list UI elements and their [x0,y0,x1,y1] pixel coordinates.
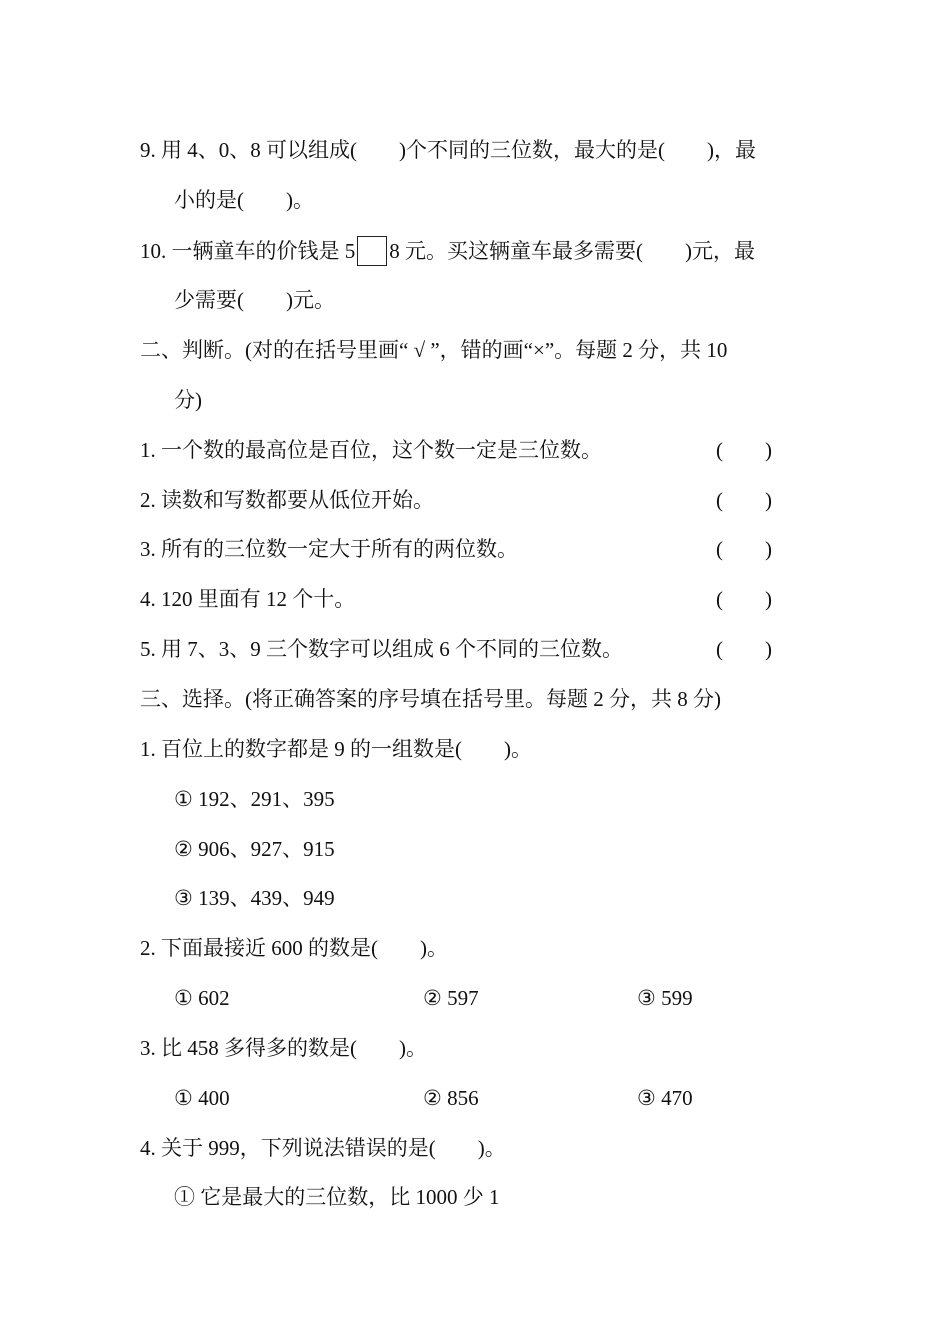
judge-item-paren: ( ) [716,587,772,611]
blank-digit-box [357,236,387,266]
judge-item-text: 5. 用 7、3、9 三个数字可以组成 6 个不同的三位数。 [140,637,623,661]
section3-heading: 三、选择。(将正确答案的序号填在括号里。每题 2 分，共 8 分) [140,687,721,711]
judge-item-text: 2. 读数和写数都要从低位开始。 [140,488,434,512]
choice-q1-option-2: ② 906、927、915 [174,837,335,861]
choice-q3-options [174,1084,774,1112]
choice-q2-option-1: ① 602 [174,986,230,1010]
choice-q3-stem: 3. 比 458 多得多的数是( )。 [140,1036,427,1060]
choice-q4-option-1: ① 它是最大的三位数，比 1000 少 1 [174,1185,500,1209]
choice-q4-stem: 4. 关于 999，下列说法错误的是( )。 [140,1136,506,1160]
choice-q2-options [174,984,774,1012]
q9-line1: 9. 用 4、0、8 可以组成( )个不同的三位数，最大的是( )，最 [140,138,756,162]
choice-q2-option-3: ③ 599 [637,986,693,1010]
q10-line1-after: 8 元。买这辆童车最多需要( )元，最 [389,239,755,263]
choice-q2-option-2: ② 597 [423,986,479,1010]
choice-q1-option-1: ① 192、291、395 [174,787,335,811]
q9-line2: 小的是( )。 [174,188,314,212]
choice-q1-option-3: ③ 139、439、949 [174,886,335,910]
judge-item-paren: ( ) [716,488,772,512]
choice-q3-option-1: ① 400 [174,1086,230,1110]
judge-item-text: 3. 所有的三位数一定大于所有的两位数。 [140,537,518,561]
judge-item-paren: ( ) [716,438,772,462]
choice-q1-stem: 1. 百位上的数字都是 9 的一组数是( )。 [140,737,532,761]
choice-q3-option-3: ③ 470 [637,1086,693,1110]
judge-item-paren: ( ) [716,637,772,661]
section2-heading-line2: 分) [174,388,202,412]
judge-item-4 [140,585,840,613]
judge-item-paren: ( ) [716,537,772,561]
judge-item-text: 1. 一个数的最高位是百位，这个数一定是三位数。 [140,438,602,462]
choice-q2-stem: 2. 下面最接近 600 的数是( )。 [140,936,448,960]
q10-line1-before: 10. 一辆童车的价钱是 5 [140,239,356,263]
judge-item-3 [140,535,840,563]
choice-q3-option-2: ② 856 [423,1086,479,1110]
judge-item-2 [140,486,840,514]
judge-item-5 [140,635,840,663]
section2-heading-line1: 二、判断。(对的在括号里画“ √ ”，错的画“×”。每题 2 分，共 10 [140,338,728,362]
q10-line2: 少需要( )元。 [174,288,335,312]
judge-item-1 [140,436,840,464]
q10-line1 [140,236,755,264]
judge-item-text: 4. 120 里面有 12 个十。 [140,587,356,611]
